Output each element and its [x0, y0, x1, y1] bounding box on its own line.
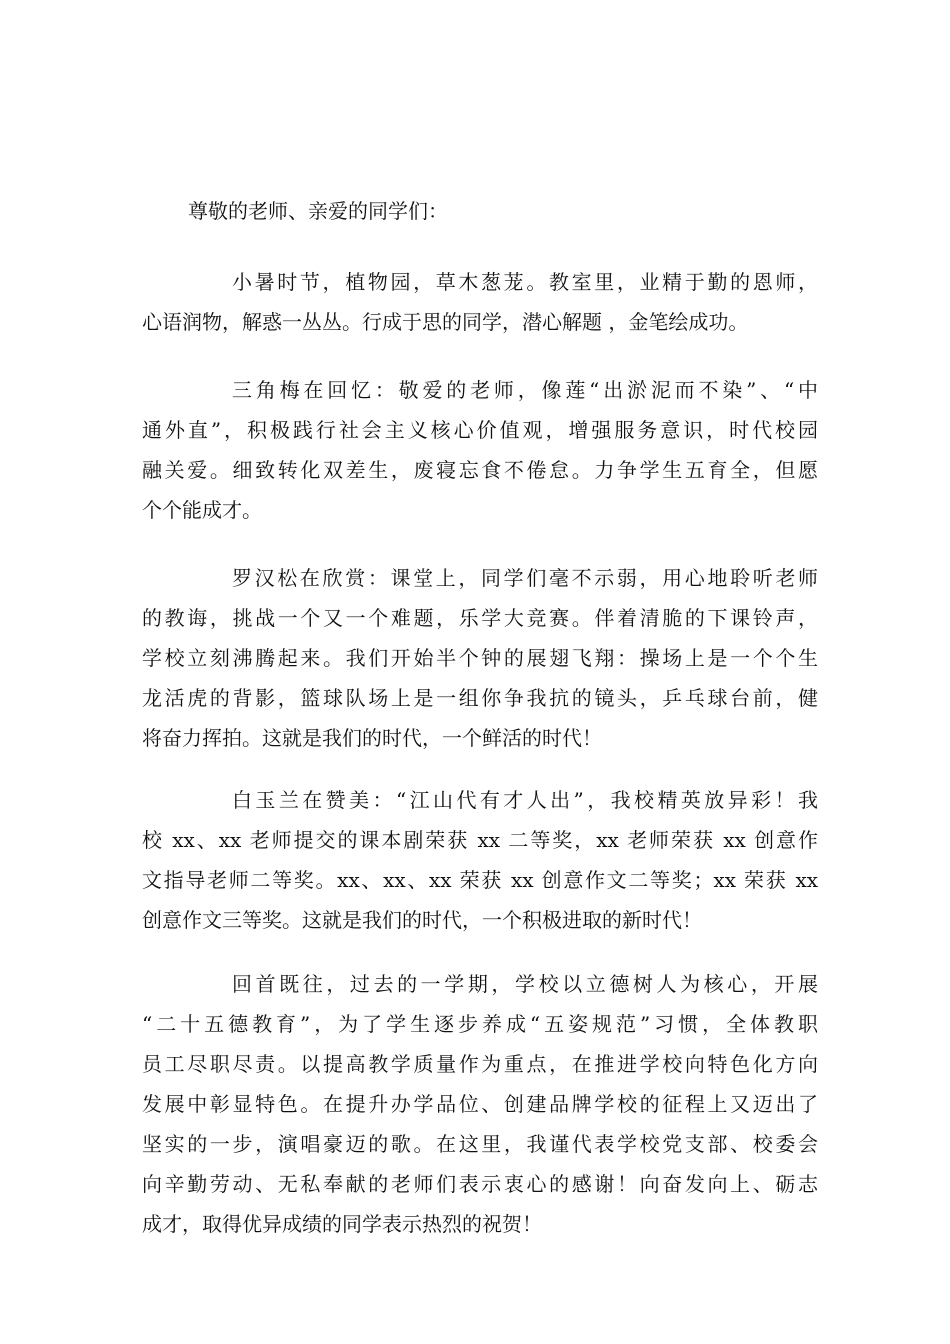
paragraph-line: 三角梅在回忆：敬爱的老师，像莲“出淤泥而不染”、“中 [232, 378, 818, 402]
paragraph-line: 白玉兰在赞美：“江山代有才人出”，我校精英放异彩！我 [232, 788, 818, 812]
paragraph-line: 融关爱。细致转化双差生，废寝忘食不倦怠。力争学生五育全，但愿 [142, 458, 818, 482]
paragraph-line: 发展中彰显特色。在提升办学品位、创建品牌学校的征程上又迈出了 [142, 1092, 818, 1116]
paragraph-line: 罗汉松在欣赏：课堂上，同学们毫不示弱，用心地聆听老师 [232, 566, 818, 590]
paragraph-line: 创意作文三等奖。这就是我们的时代，一个积极进取的新时代！ [142, 908, 702, 932]
paragraph-summer [142, 262, 818, 342]
paragraph-line: 通外直”，积极践行社会主义核心价值观，增强服务意识，时代校园 [142, 418, 818, 442]
salutation: 尊敬的老师、亲爱的同学们： [188, 199, 448, 223]
paragraph-magnolia [142, 780, 818, 940]
paragraph-review [142, 964, 818, 1244]
paragraph-line: “二十五德教育”，为了学生逐步养成“五姿规范”习惯，全体教职 [142, 1012, 818, 1036]
paragraph-bougainvillea [142, 370, 818, 530]
paragraph-line: 学校立刻沸腾起来。我们开始半个钟的展翅飞翔：操场上是一个个生 [142, 646, 818, 670]
paragraph-line: 回首既往，过去的一学期，学校以立德树人为核心，开展 [232, 972, 818, 996]
paragraph-line: 心语润物，解惑一丛丛。行成于思的同学，潜心解题 ，金笔绘成功。 [142, 310, 749, 334]
paragraph-line: 小暑时节，植物园，草木葱茏。教室里，业精于勤的恩师， [232, 270, 818, 294]
paragraph-line: 的教诲，挑战一个又一个难题，乐学大竞赛。伴着清脆的下课铃声， [142, 606, 818, 630]
paragraph-line: 个个能成才。 [142, 498, 262, 522]
paragraph-podocarpus [142, 558, 818, 758]
paragraph-line: 成才，取得优异成绩的同学表示热烈的祝贺！ [142, 1212, 542, 1236]
paragraph-line: 员工尽职尽责。以提高教学质量作为重点，在推进学校向特色化方向 [142, 1052, 818, 1076]
paragraph-line: 坚实的一步，演唱豪迈的歌。在这里，我谨代表学校党支部、校委会 [142, 1132, 818, 1156]
paragraph-line: 校 xx、xx 老师提交的课本剧荣获 xx 二等奖，xx 老师荣获 xx 创意作 [142, 828, 818, 852]
paragraph-line: 龙活虎的背影，篮球队场上是一组你争我抗的镜头，乒乓球台前，健 [142, 686, 818, 710]
paragraph-line: 将奋力挥拍。这就是我们的时代，一个鲜活的时代！ [142, 726, 602, 750]
paragraph-line: 向辛勤劳动、无私奉献的老师们表示衷心的感谢！向奋发向上、砺志 [142, 1172, 818, 1196]
paragraph-line: 文指导老师二等奖。xx、xx、xx 荣获 xx 创意作文二等奖；xx 荣获 xx [142, 868, 818, 892]
